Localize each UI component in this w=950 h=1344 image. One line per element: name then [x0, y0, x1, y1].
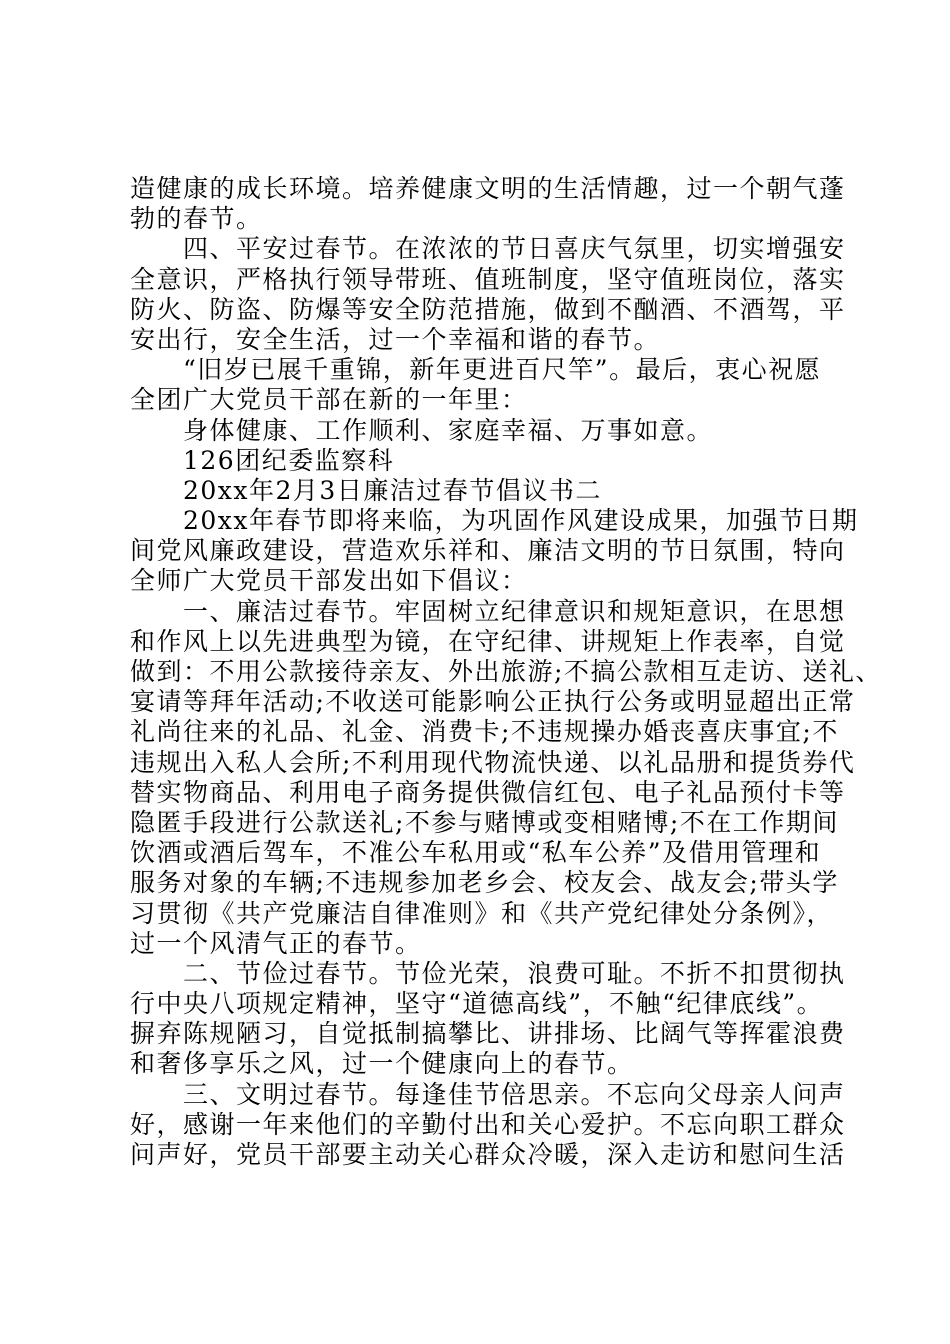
text-line: 四、平安过春节。在浓浓的节日喜庆气氛里，切实增强安 [130, 234, 846, 264]
text-line: 好，感谢一年来他们的辛勤付出和关心爱护。不忘向职工群众 [130, 1109, 846, 1139]
text-line: 20xx年春节即将来临，为巩固作风建设成果，加强节日期 [130, 506, 859, 536]
text-line: 勃的春节。 [130, 204, 263, 234]
section-heading: 20xx年2月3日廉洁过春节倡议书二 [130, 475, 602, 505]
text-line: 摒弃陈规陋习，自觉抵制搞攀比、讲排场、比阔气等挥霍浪费 [130, 1019, 846, 1049]
text-line: 过一个风清气正的春节。 [130, 928, 422, 958]
text-line: “旧岁已展千重锦，新年更进百尺竿”。最后，衷心祝愿 [130, 355, 822, 385]
text-line: 做到：不用公款接待亲友、外出旅游;不搞公款相互走访、送礼、 [130, 657, 882, 686]
text-line: 造健康的成长环境。培养健康文明的生活情趣，过一个朝气蓬 [130, 174, 846, 203]
text-line: 一、廉洁过春节。牢固树立纪律意识和规矩意识，在思想 [130, 596, 846, 626]
text-line: 礼尚往来的礼品、礼金、消费卡;不违规操办婚丧喜庆事宜;不 [130, 717, 839, 747]
document-body [130, 174, 882, 1170]
text-line: 全团广大党员干部在新的一年里： [130, 385, 528, 415]
text-line: 习贯彻《共产党廉洁自律准则》和《共产党纪律处分条例》， [130, 898, 834, 928]
text-line: 替实物商品、利用电子商务提供微信红包、电子礼品预付卡等 [130, 777, 846, 807]
text-line: 身体健康、工作顺利、家庭幸福、万事如意。 [130, 415, 714, 445]
text-line: 防火、防盗、防爆等安全防范措施，做到不酗酒、不酒驾，平 [130, 294, 846, 324]
text-line: 饮酒或酒后驾车，不准公车私用或“私车公养”及借用管理和 [130, 838, 822, 868]
text-line: 三、文明过春节。每逢佳节倍思亲。不忘向父母亲人问声 [130, 1079, 846, 1109]
text-line: 违规出入私人会所;不利用现代物流快递、以礼品册和提货券代 [130, 747, 856, 777]
text-line: 全师广大党员干部发出如下倡议： [130, 566, 528, 596]
text-line: 安出行，安全生活，过一个幸福和谐的春节。 [130, 324, 661, 354]
text-line: 二、节俭过春节。节俭光荣，浪费可耻。不折不扣贯彻执 [130, 958, 846, 988]
text-line: 问声好，党员干部要主动关心群众冷暖，深入走访和慰问生活 [130, 1140, 846, 1169]
text-line: 全意识，严格执行领导带班、值班制度，坚守值班岗位，落实 [130, 264, 846, 294]
text-line: 和奢侈享乐之风，过一个健康向上的春节。 [130, 1049, 634, 1079]
text-line: 服务对象的车辆;不违规参加老乡会、校友会、战友会;带头学 [130, 868, 839, 898]
text-line: 行中央八项规定精神，坚守“道德高线”，不触“纪律底线”。 [130, 989, 824, 1019]
text-line: 和作风上以先进典型为镜，在守纪律、讲规矩上作表率，自觉 [130, 626, 846, 656]
text-line: 间党风廉政建设，营造欢乐祥和、廉洁文明的节日氛围，特向 [130, 536, 846, 566]
text-line: 隐匿手段进行公款送礼;不参与赌博或变相赌博;不在工作期间 [130, 807, 839, 837]
text-line: 宴请等拜年活动;不收送可能影响公正执行公务或明显超出正常 [130, 687, 856, 717]
signature-org: 126团纪委监察科 [130, 445, 395, 475]
